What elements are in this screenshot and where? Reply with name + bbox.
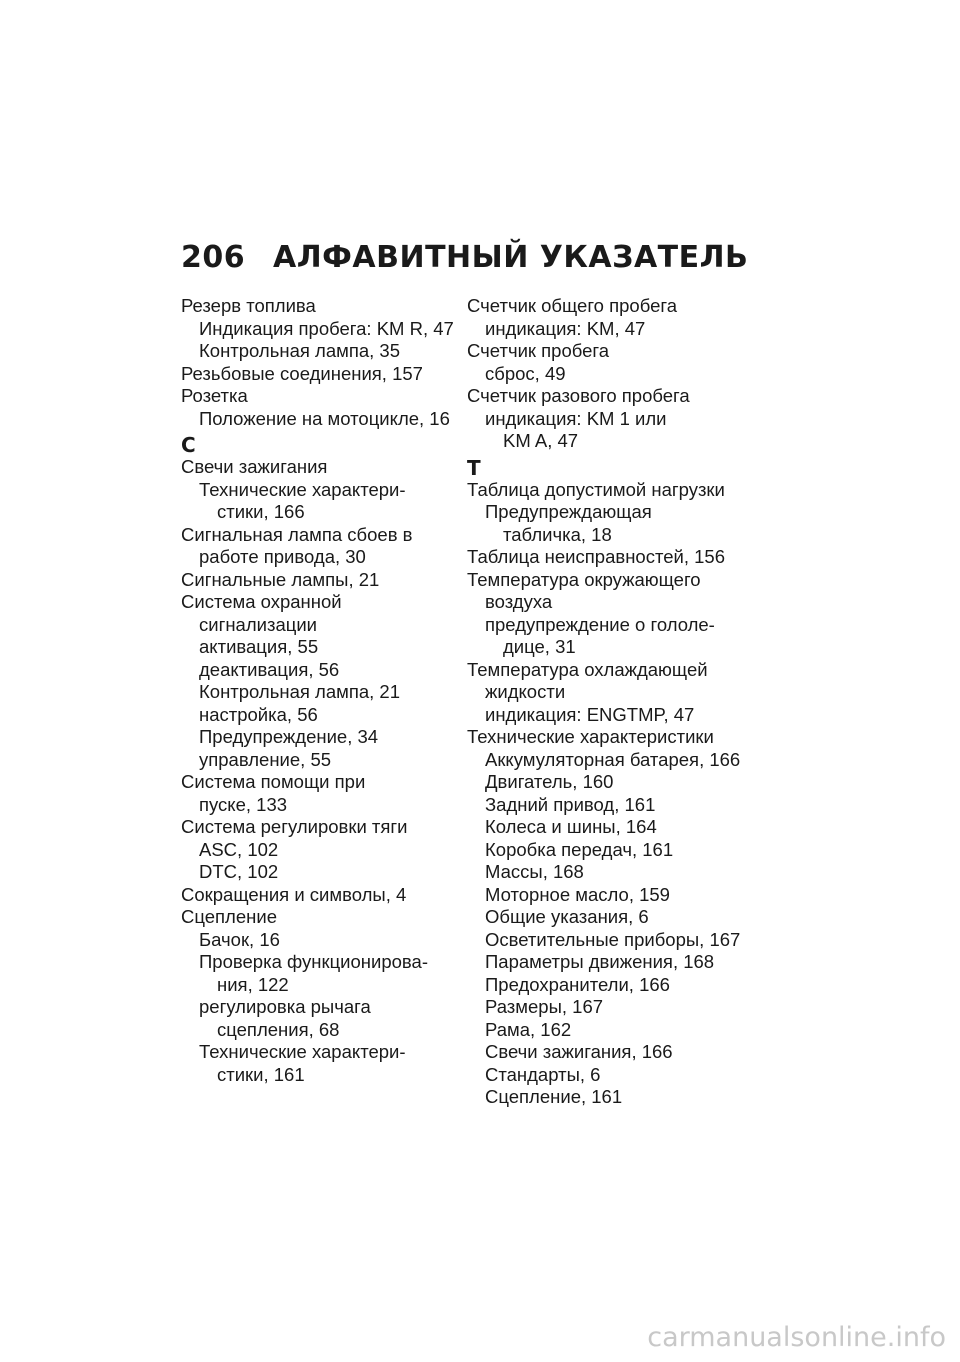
index-subentry: [181, 726, 471, 749]
index-line: Температура окружающего: [467, 568, 701, 590]
index-line: Стандарты, 6: [485, 1063, 601, 1085]
index-entry: [181, 884, 471, 907]
index-entry: [181, 771, 471, 816]
index-line: Сигнальные лампы, 21: [181, 568, 380, 590]
index-line: Технические характери-: [199, 1041, 406, 1062]
index-line: С: [181, 433, 196, 457]
index-line: Резерв топлива: [181, 295, 316, 316]
index-line: индикация: KM 1 или: [485, 407, 667, 429]
index-column-right: [467, 295, 767, 1109]
index-line: Свечи зажигания: [181, 456, 328, 477]
page-header: [181, 240, 748, 275]
index-line: Задний привод, 161: [485, 793, 656, 815]
index-entry: [467, 726, 767, 749]
index-line: индикация: KM, 47: [485, 317, 646, 339]
index-subentry: [467, 884, 767, 907]
index-line: Предупреждение, 34: [199, 726, 379, 747]
index-subentry: [181, 408, 471, 431]
index-line: ния, 122: [217, 973, 289, 995]
index-line: воздуха: [485, 591, 553, 612]
index-line: Рама, 162: [485, 1018, 572, 1040]
index-line: сцепления, 68: [217, 1018, 340, 1040]
index-line: настройка, 56: [199, 703, 318, 725]
index-line: Проверка функционирова-: [199, 951, 428, 972]
index-line: Размеры, 167: [485, 996, 604, 1017]
index-line: Параметры движения, 168: [485, 951, 715, 972]
index-line: Индикация пробега: KM R, 47: [199, 317, 454, 339]
index-subentry: [181, 636, 471, 659]
page-number: 206: [181, 240, 246, 275]
index-line: Положение на мотоцикле, 16: [199, 407, 450, 429]
index-line: Осветительные приборы, 167: [485, 928, 741, 950]
index-entry: [181, 456, 471, 479]
index-line: индикация: ENGTMP, 47: [485, 703, 695, 725]
index-entry: [467, 659, 767, 704]
index-line: Сцепление, 161: [485, 1086, 623, 1107]
index-subentry: [467, 501, 767, 546]
index-line: управление, 55: [199, 748, 332, 770]
index-line: Моторное масло, 159: [485, 883, 670, 905]
index-line: Коробка передач, 161: [485, 838, 674, 860]
index-line: активация, 55: [199, 636, 319, 657]
index-column-left: [181, 295, 471, 1086]
index-line: Счетчик общего пробега: [467, 295, 678, 316]
index-entry: [181, 363, 471, 386]
index-line: Контрольная лампа, 35: [199, 340, 400, 361]
index-entry: [181, 569, 471, 592]
index-entry: [467, 569, 767, 614]
index-subentry: [467, 749, 767, 772]
index-subentry: [467, 951, 767, 974]
index-line: пуске, 133: [199, 793, 288, 815]
index-line: Свечи зажигания, 166: [485, 1041, 673, 1062]
index-line: Общие указания, 6: [485, 906, 649, 927]
index-subentry: [467, 839, 767, 862]
index-line: Колеса и шины, 164: [485, 816, 657, 837]
page-title: АЛФАВИТНЫЙ УКАЗАТЕЛЬ: [273, 240, 749, 275]
index-letter-heading: [181, 435, 471, 456]
index-line: Счетчик разового пробега: [467, 385, 690, 406]
index-line: Розетка: [181, 385, 248, 406]
index-subentry: [467, 408, 767, 453]
index-line: Сокращения и символы, 4: [181, 883, 407, 905]
index-line: Массы, 168: [485, 861, 584, 882]
index-subentry: [467, 771, 767, 794]
index-subentry: [467, 794, 767, 817]
index-line: Система помощи при: [181, 771, 366, 792]
index-line: Счетчик пробега: [467, 340, 610, 361]
index-line: Аккумуляторная батарея, 166: [485, 748, 741, 770]
index-line: стики, 161: [217, 1063, 305, 1085]
index-line: Двигатель, 160: [485, 771, 614, 792]
index-line: Предупреждающая: [485, 501, 652, 522]
index-subentry: [467, 1086, 767, 1109]
index-subentry: [467, 1019, 767, 1042]
index-entry: [467, 340, 767, 363]
index-line: дице, 31: [503, 636, 576, 657]
index-line: стики, 166: [217, 501, 305, 522]
index-line: DTC, 102: [199, 861, 279, 882]
index-subentry: [181, 951, 471, 996]
index-entry: [181, 524, 471, 569]
index-line: Температура охлаждающей: [467, 658, 708, 680]
index-subentry: [181, 318, 471, 341]
watermark: carmanualsonline.info: [647, 1322, 946, 1353]
index-line: Система охранной: [181, 591, 342, 612]
index-line: Сцепление: [181, 906, 277, 927]
index-line: Таблица неисправностей, 156: [467, 546, 725, 567]
index-subentry: [181, 929, 471, 952]
index-line: деактивация, 56: [199, 658, 340, 680]
index-subentry: [181, 340, 471, 363]
index-line: регулировка рычага: [199, 996, 371, 1017]
index-entry: [467, 479, 767, 502]
index-subentry: [467, 906, 767, 929]
index-subentry: [467, 996, 767, 1019]
index-entry: [181, 295, 471, 318]
index-entry: [181, 816, 471, 839]
index-subentry: [467, 816, 767, 839]
index-entry: [181, 906, 471, 929]
index-line: Таблица допустимой нагрузки: [467, 478, 725, 500]
index-line: Бачок, 16: [199, 928, 280, 950]
index-entry: [467, 385, 767, 408]
index-subentry: [467, 318, 767, 341]
index-line: Контрольная лампа, 21: [199, 681, 400, 702]
index-line: Резьбовые соединения, 157: [181, 362, 423, 384]
index-subentry: [181, 861, 471, 884]
index-entry: [181, 385, 471, 408]
index-subentry: [181, 1041, 471, 1086]
index-line: Технические характеристики: [467, 726, 714, 747]
index-subentry: [181, 479, 471, 524]
index-subentry: [467, 1064, 767, 1087]
index-subentry: [467, 929, 767, 952]
index-line: работе привода, 30: [199, 546, 366, 567]
index-line: табличка, 18: [503, 523, 612, 545]
index-subentry: [467, 974, 767, 997]
index-subentry: [181, 704, 471, 727]
index-letter-heading: [467, 455, 767, 480]
index-subentry: [467, 861, 767, 884]
index-entry: [181, 591, 471, 636]
index-subentry: [467, 614, 767, 659]
index-subentry: [181, 659, 471, 682]
index-subentry: [181, 749, 471, 772]
index-line: Т: [467, 455, 481, 480]
index-line: Сигнальная лампа сбоев в: [181, 523, 413, 545]
index-line: сигнализации: [199, 613, 318, 635]
index-line: предупреждение о гололе-: [485, 613, 715, 635]
index-subentry: [181, 681, 471, 704]
index-subentry: [467, 363, 767, 386]
index-line: жидкости: [485, 681, 566, 702]
index-entry: [467, 546, 767, 569]
index-subentry: [181, 996, 471, 1041]
index-line: сброс, 49: [485, 362, 566, 384]
index-line: KM A, 47: [503, 430, 579, 451]
index-entry: [467, 295, 767, 318]
index-line: ASC, 102: [199, 838, 279, 860]
index-subentry: [467, 1041, 767, 1064]
index-subentry: [181, 839, 471, 862]
index-line: Система регулировки тяги: [181, 816, 408, 837]
index-line: Предохранители, 166: [485, 973, 670, 995]
index-subentry: [467, 704, 767, 727]
index-line: Технические характери-: [199, 478, 406, 500]
